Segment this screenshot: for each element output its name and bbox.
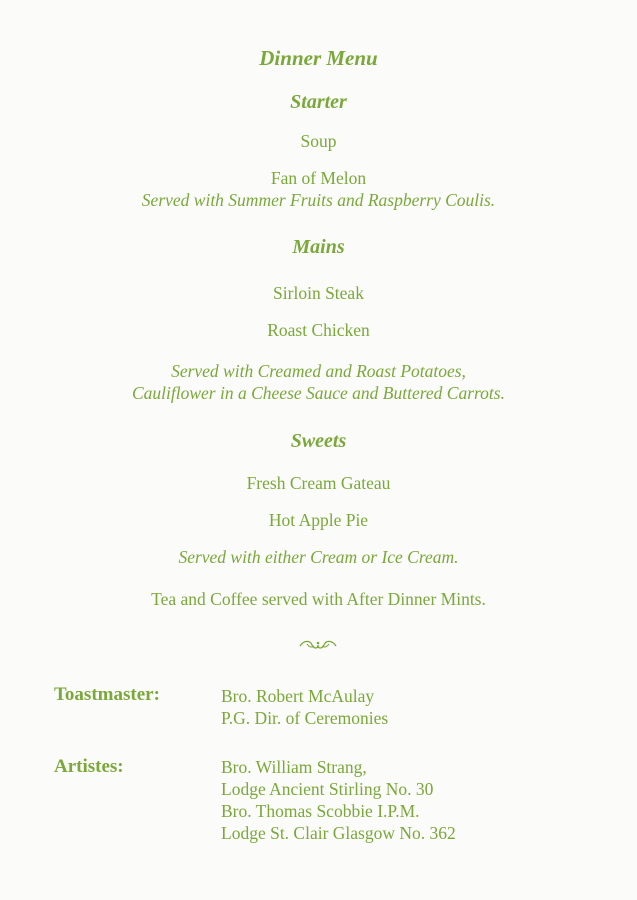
artiste-line-3: Bro. Thomas Scobbie I.P.M. xyxy=(221,801,420,821)
artistes-label: Artistes: xyxy=(54,756,124,777)
artiste-line-2: Lodge Ancient Stirling No. 30 xyxy=(221,779,434,799)
closing-line: Tea and Coffee served with After Dinner Mints. xyxy=(151,589,486,609)
menu-title: Dinner Menu xyxy=(259,46,378,70)
sweets-heading: Sweets xyxy=(290,430,347,452)
flourish-icon xyxy=(298,638,338,652)
artiste-line-4: Lodge St. Clair Glasgow No. 362 xyxy=(221,823,456,843)
mains-note-line1: Served with Creamed and Roast Potatoes, xyxy=(171,361,466,381)
mains-heading: Mains xyxy=(292,236,345,258)
artiste-line-1: Bro. William Strang, xyxy=(221,757,367,777)
sweets-item-gateau: Fresh Cream Gateau xyxy=(246,473,391,493)
starter-note: Served with Summer Fruits and Raspberry Coulis. xyxy=(141,190,496,210)
starter-heading: Starter xyxy=(290,91,347,113)
toastmaster-label: Toastmaster: xyxy=(54,684,160,705)
mains-item-steak: Sirloin Steak xyxy=(273,283,364,303)
toastmaster-title: P.G. Dir. of Ceremonies xyxy=(221,708,389,728)
sweets-note: Served with either Cream or Ice Cream. xyxy=(178,547,459,567)
starter-item-soup: Soup xyxy=(300,131,337,151)
sweets-item-pie: Hot Apple Pie xyxy=(268,510,369,530)
toastmaster-name: Bro. Robert McAulay xyxy=(221,686,375,706)
mains-note-line2: Cauliflower in a Cheese Sauce and Buttered Carrots. xyxy=(132,383,505,403)
mains-item-chicken: Roast Chicken xyxy=(267,320,370,340)
starter-item-melon: Fan of Melon xyxy=(270,168,367,188)
